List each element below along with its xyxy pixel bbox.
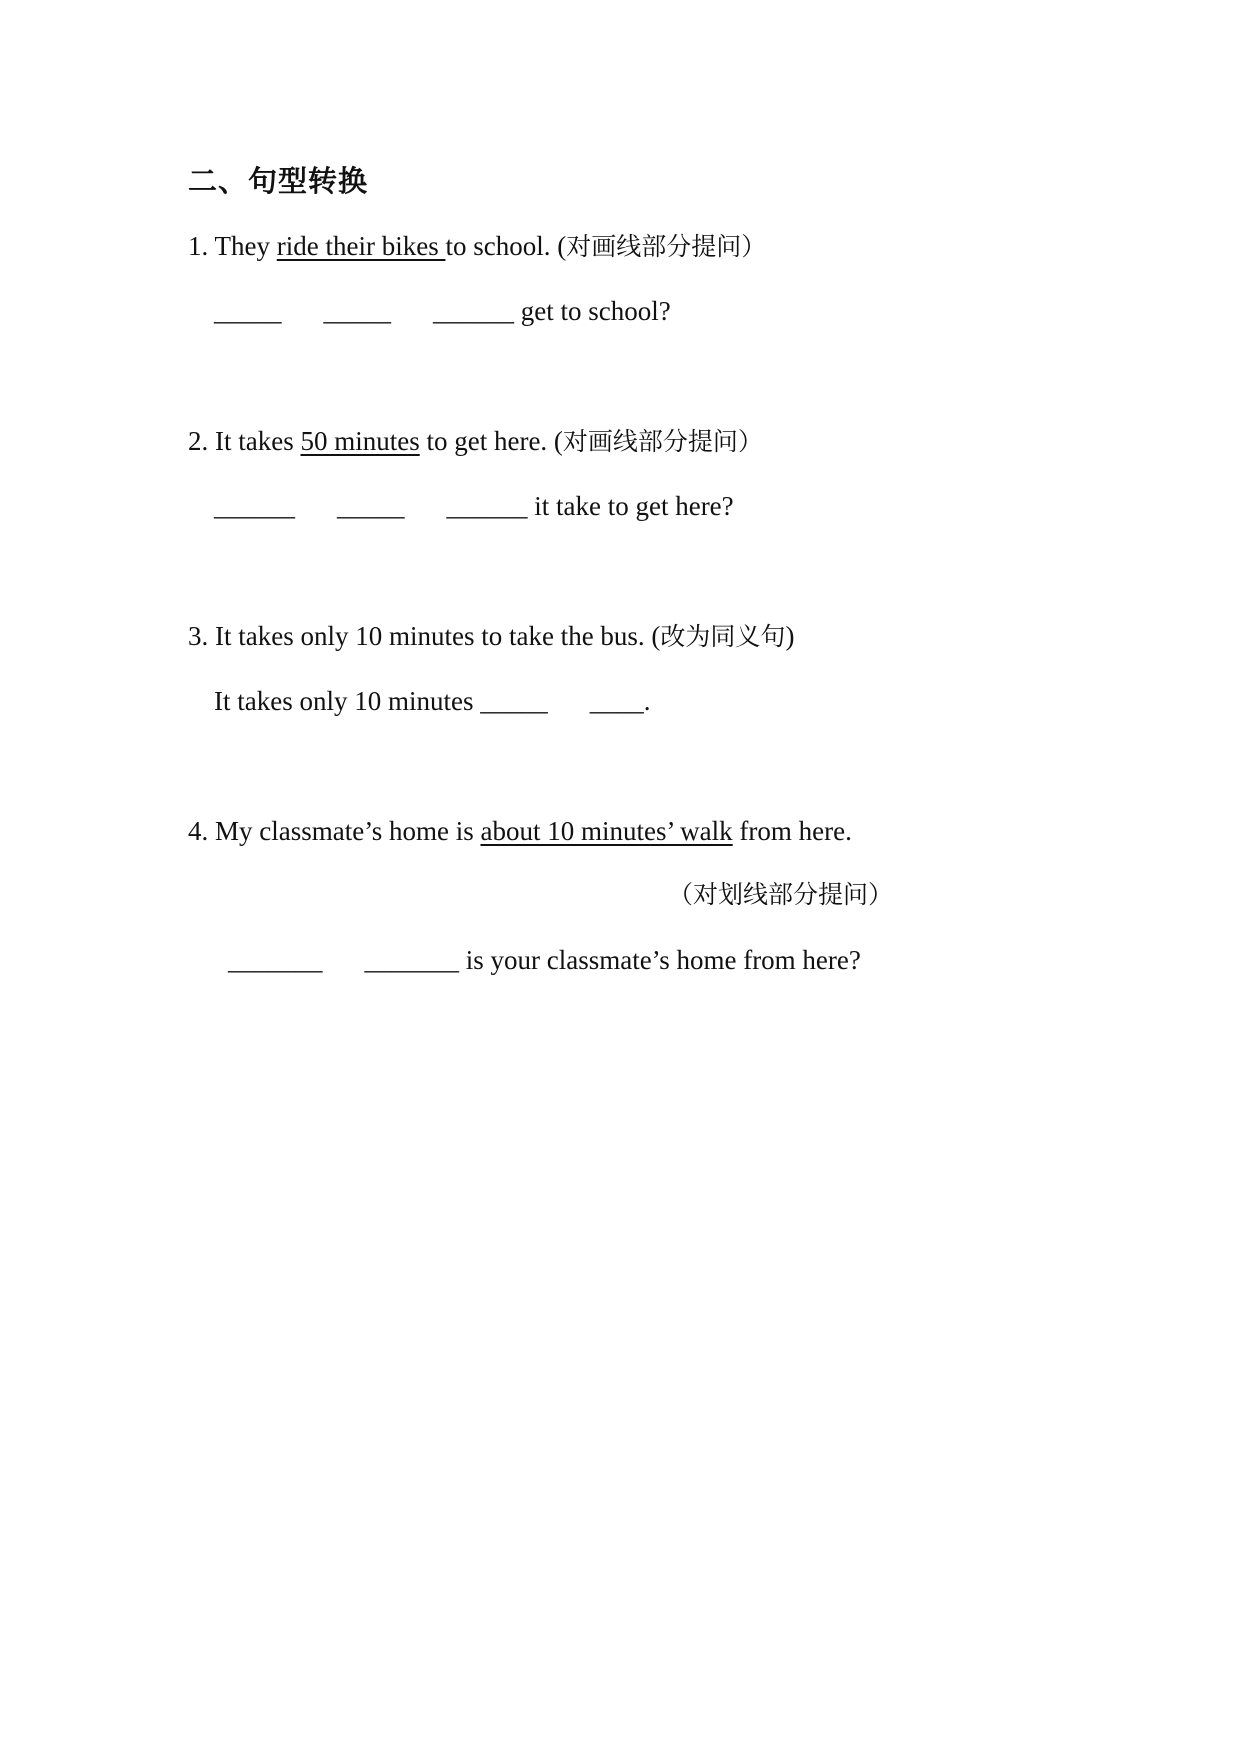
q2-post: to get here. (: [419, 426, 563, 456]
question-2: [188, 424, 763, 459]
q1-post: to school. (: [445, 231, 567, 261]
q4-blank-2[interactable]: _______: [364, 945, 459, 975]
q4-number: 4.: [188, 816, 209, 846]
answer-2: [214, 489, 734, 523]
q1-answer-tail: get to school?: [520, 296, 671, 326]
q3-number: 3.: [188, 621, 209, 651]
q1-number: 1.: [188, 231, 209, 261]
q1-instruction: 对画线部分提问）: [566, 232, 767, 261]
q2-pre: It takes: [215, 426, 301, 456]
q2-answer-tail: it take to get here?: [534, 491, 734, 521]
q4-underlined: about 10 minutes’ walk: [480, 816, 733, 846]
q3-blank-1[interactable]: _____: [480, 686, 548, 716]
answer-3: [214, 684, 650, 718]
q2-blank-1[interactable]: ______: [214, 491, 295, 521]
q2-blank-2[interactable]: _____: [337, 491, 405, 521]
q2-instruction: 对画线部分提问）: [562, 427, 763, 456]
q1-blank-2[interactable]: _____: [323, 296, 391, 326]
q4-pre: My classmate’s home is: [215, 816, 481, 846]
question-4: [188, 814, 852, 848]
q3-close: ): [785, 621, 795, 651]
q1-blank-1[interactable]: _____: [214, 296, 282, 326]
answer-1: [214, 294, 671, 328]
q2-blank-3[interactable]: ______: [446, 491, 528, 521]
q3-text: It takes only 10 minutes to take the bus. (: [215, 621, 661, 651]
question-1: [188, 229, 766, 264]
q4-post: from here.: [732, 816, 852, 846]
q2-number: 2.: [188, 426, 209, 456]
q4-instruction: （对划线部分提问）: [668, 880, 894, 909]
answer-4: [228, 943, 861, 977]
q1-pre: They: [214, 231, 277, 261]
q3-instruction: 改为同义句: [660, 622, 786, 651]
q2-underlined: 50 minutes: [300, 426, 420, 456]
section-title: 二、句型转换: [188, 164, 369, 198]
q4-answer-tail: is your classmate’s home from here?: [465, 945, 861, 975]
question-3: [188, 619, 794, 654]
q3-blank-2[interactable]: ____.: [589, 686, 651, 716]
q3-answer-head: It takes only 10 minutes: [214, 686, 474, 716]
q1-underlined: ride their bikes: [276, 231, 446, 261]
q4-blank-1[interactable]: _______: [228, 945, 323, 975]
q1-blank-3[interactable]: ______: [433, 296, 514, 326]
